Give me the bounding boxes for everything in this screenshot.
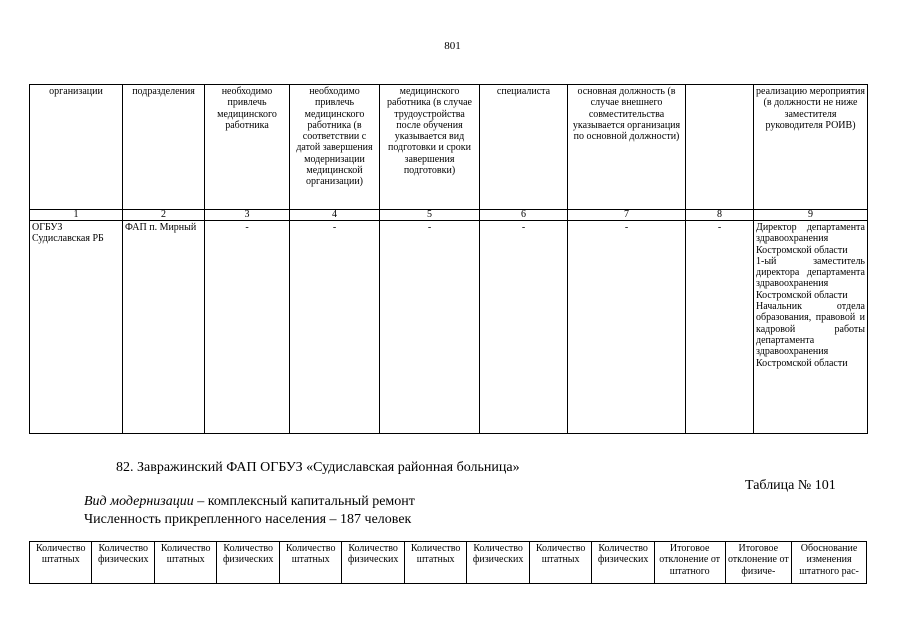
header-cell: организации [30,85,123,210]
header-cell: Количество штатных [154,542,216,584]
table-header-row [30,85,868,210]
column-number: 3 [205,210,290,221]
column-number: 7 [568,210,686,221]
header-cell: специалиста [480,85,568,210]
header-cell [686,85,754,210]
header-cell: Итоговое отклонение от штатного [654,542,725,584]
value-cell: - [480,221,568,434]
header-cell: Количество физических [342,542,404,584]
modernization-type [84,494,415,510]
column-number: 8 [686,210,754,221]
column-number: 1 [30,210,123,221]
modernization-value: – комплексный капитальный ремонт [193,494,415,509]
column-number: 5 [380,210,480,221]
column-number: 4 [290,210,380,221]
header-cell: основная должность (в случае внешнего совместительства указывается организация по основной должности) [568,85,686,210]
page-number: 801 [444,40,461,52]
modernization-label: Вид модернизации [84,494,194,509]
value-cell: - [380,221,480,434]
header-cell: Обоснование изменения штатного рас- [792,542,867,584]
header-cell: необходимо привлечь медицинского работника (в соответствии с датой завершения модернизации медицинской организации) [290,85,380,210]
header-cell: Количество физических [592,542,654,584]
staff-responsibility-table [29,84,868,434]
value-cell: - [686,221,754,434]
header-cell: Количество штатных [529,542,591,584]
header-cell: подразделения [123,85,205,210]
column-number: 6 [480,210,568,221]
header-cell: Количество штатных [404,542,466,584]
responsible-person: Начальник отдела образования, правовой и кадровой работы департамента здравоохранения Костромской области [756,301,865,369]
section-title: 82. Завражинский ФАП ОГБУЗ «Судиславская районная больница» [116,460,520,475]
column-number: 2 [123,210,205,221]
population-count: Численность прикрепленного населения – 187 человек [84,512,412,527]
table-number: Таблица № 101 [745,478,836,493]
table-header-row [30,542,867,584]
column-number: 9 [754,210,868,221]
staffing-table [29,541,867,584]
header-cell: Количество физических [467,542,529,584]
value-cell: - [290,221,380,434]
header-cell: Количество штатных [279,542,341,584]
organization-cell: ОГБУЗ Судиславская РБ [30,221,123,434]
header-cell: Итоговое отклонение от физиче- [725,542,792,584]
header-cell: необходимо привлечь медицинского работника [205,85,290,210]
value-cell: - [205,221,290,434]
responsible-cell [754,221,868,434]
value-cell: - [568,221,686,434]
column-number-row [30,210,868,221]
header-cell: Количество штатных [30,542,92,584]
table-row [30,221,868,434]
responsible-person: Директор департамента здравоохранения Костромской области [756,222,865,256]
header-cell: медицинского работника (в случае трудоустройства после обучения указывается вид подготовки и сроки завершения подготовки) [380,85,480,210]
responsible-person: 1-ый заместитель директора департамента здравоохранения Костромской области [756,255,865,301]
header-cell: Количество физических [217,542,279,584]
header-cell: Количество физических [92,542,154,584]
unit-cell: ФАП п. Мирный [123,221,205,434]
header-cell: реализацию мероприятия (в должности не ниже заместителя руководителя РОИВ) [754,85,868,210]
